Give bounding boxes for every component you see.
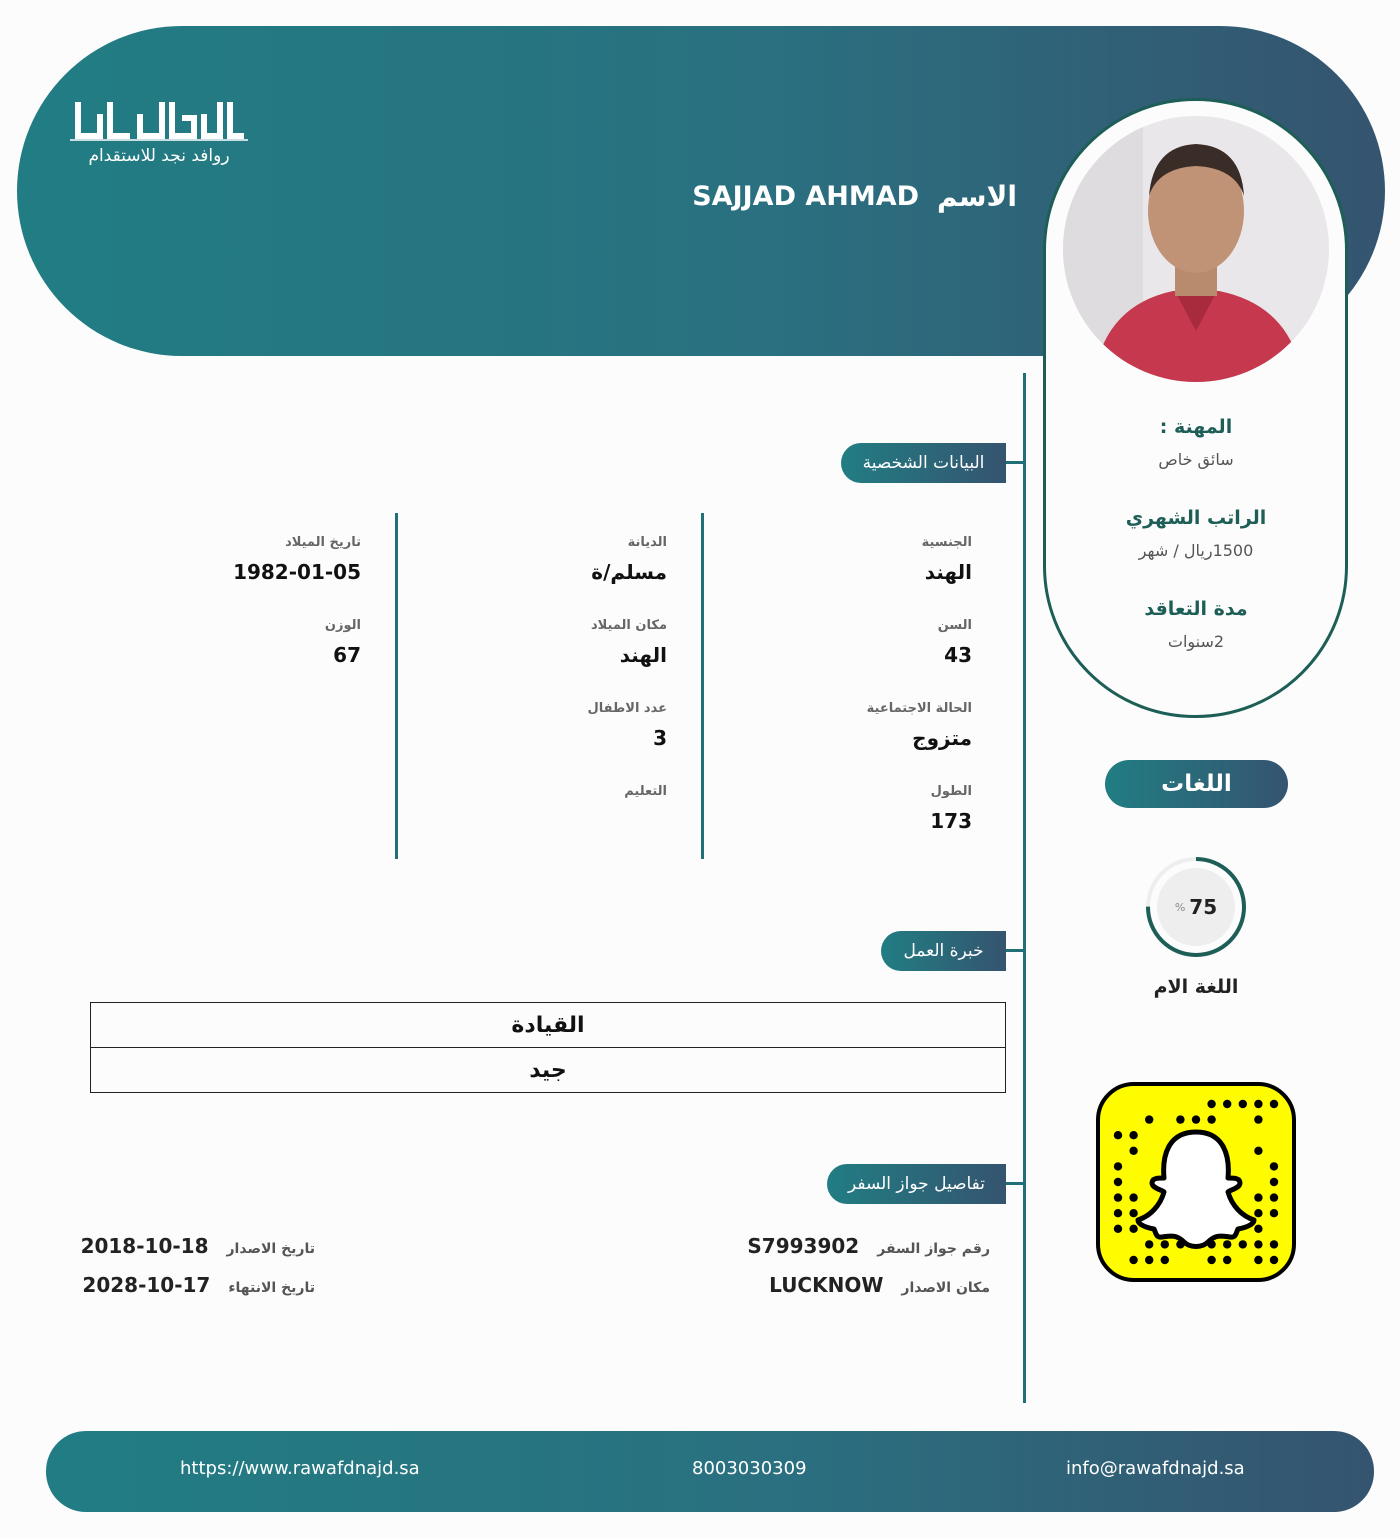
experience-level: جيد xyxy=(91,1047,1005,1092)
snapcode-dot xyxy=(1145,1256,1153,1264)
percent-unit: % xyxy=(1174,900,1186,914)
snapcode-dot xyxy=(1254,1193,1262,1201)
logo-mark-icon xyxy=(70,96,248,142)
snapcode-dot xyxy=(1161,1240,1169,1248)
percent-number: 75 xyxy=(1189,895,1218,919)
field-age xyxy=(938,618,972,667)
field-label: السن xyxy=(937,618,972,633)
field-label: التعليم xyxy=(624,784,667,799)
passport-issue-date-label: تاريخ الاصدار xyxy=(226,1241,315,1257)
field-value: متزوج xyxy=(912,726,972,750)
field-birthplace xyxy=(591,618,667,667)
snapcode-dot xyxy=(1114,1178,1122,1186)
field-label: مكان الميلاد xyxy=(590,618,667,633)
field-value: 173 xyxy=(930,809,972,833)
snapcode-dot xyxy=(1114,1209,1122,1217)
snapcode-dot xyxy=(1129,1131,1137,1139)
passport-number-label: رقم جواز السفر xyxy=(877,1241,990,1257)
column-divider xyxy=(701,513,704,859)
section-tick xyxy=(1006,1182,1024,1185)
name-row xyxy=(692,180,1017,213)
language-name: اللغة الام xyxy=(1153,976,1239,998)
snapcode-dot xyxy=(1270,1193,1278,1201)
passport-issue-place-row xyxy=(769,1273,990,1297)
field-value: الهند xyxy=(924,560,972,584)
snapcode-dot xyxy=(1145,1115,1153,1123)
snapcode-dot xyxy=(1145,1240,1153,1248)
contract-label: مدة التعاقد xyxy=(1144,598,1248,620)
contract-block xyxy=(1046,598,1346,651)
snapcode-dot xyxy=(1239,1240,1247,1248)
passport-expiry-row xyxy=(82,1273,315,1297)
snapcode-dot xyxy=(1254,1100,1262,1108)
logo-caption: روافد نجد للاستقدام xyxy=(88,146,230,166)
snapcode-dot xyxy=(1254,1240,1262,1248)
snapcode-dot xyxy=(1192,1115,1200,1123)
snapcode-dot xyxy=(1129,1209,1137,1217)
salary-label: الراتب الشهري xyxy=(1125,507,1267,529)
footer-website-link[interactable]: https://www.rawafdnajd.sa xyxy=(180,1458,420,1479)
name-label: الاسم xyxy=(937,180,1017,213)
snapcode-dot xyxy=(1239,1100,1247,1108)
snapcode-dot xyxy=(1270,1240,1278,1248)
name-value: SAJJAD AHMAD xyxy=(692,181,920,212)
passport-issue-place-label: مكان الاصدار xyxy=(901,1280,990,1296)
section-experience-title: خبرة العمل xyxy=(881,931,1006,971)
field-label: الجنسية xyxy=(921,535,972,550)
vertical-divider xyxy=(1023,373,1026,1403)
snapcode-dot xyxy=(1270,1178,1278,1186)
passport-expiry-label: تاريخ الانتهاء xyxy=(228,1280,315,1296)
profession-label: المهنة : xyxy=(1159,416,1233,438)
passport-issue-place-value: LUCKNOW xyxy=(769,1273,884,1297)
salary-value: 1500ريال / شهر xyxy=(1138,541,1254,560)
experience-skill: القيادة xyxy=(511,1012,585,1038)
field-height xyxy=(930,784,972,833)
field-label: الحالة الاجتماعية xyxy=(866,701,972,716)
field-value: 1982-01-05 xyxy=(233,560,361,584)
passport-issue-date-value: 2018-10-18 xyxy=(80,1234,209,1258)
section-tick xyxy=(1006,461,1024,464)
snapcode-icon[interactable] xyxy=(1096,1082,1296,1282)
field-value: 67 xyxy=(333,643,361,667)
snapcode-dot xyxy=(1207,1115,1215,1123)
snapcode-dot xyxy=(1223,1100,1231,1108)
field-value: 3 xyxy=(653,726,667,750)
profile-photo xyxy=(1063,116,1329,382)
passport-number-value: S7993902 xyxy=(747,1234,860,1258)
snapcode-dot xyxy=(1270,1162,1278,1170)
field-value: الهند xyxy=(619,643,667,667)
section-passport-title: تفاصيل جواز السفر xyxy=(827,1164,1006,1204)
snapcode-dot xyxy=(1254,1256,1262,1264)
snapcode-dot xyxy=(1114,1162,1122,1170)
field-label: تاريخ الميلاد xyxy=(285,535,361,550)
column-divider xyxy=(395,513,398,859)
field-weight xyxy=(325,618,361,667)
field-value: مسلم/ة xyxy=(591,560,667,584)
snapcode-dot xyxy=(1176,1115,1184,1123)
field-birthdate xyxy=(233,535,361,584)
snapcode-dot xyxy=(1207,1256,1215,1264)
field-label: الديانة xyxy=(627,535,667,550)
snapcode-dot xyxy=(1129,1193,1137,1201)
field-label: عدد الاطفال xyxy=(587,701,667,716)
snapcode-dot xyxy=(1270,1100,1278,1108)
contract-value: 2سنوات xyxy=(1167,632,1225,651)
snapcode-dot xyxy=(1207,1100,1215,1108)
snapcode-dot xyxy=(1114,1225,1122,1233)
snapcode-dot xyxy=(1254,1209,1262,1217)
passport-issue-date-row xyxy=(81,1234,315,1258)
passport-number-row xyxy=(747,1234,990,1258)
salary-block xyxy=(1046,507,1346,560)
field-label: الطول xyxy=(930,784,972,799)
profession-value: سائق خاص xyxy=(1158,450,1234,469)
passport-expiry-value: 2028-10-17 xyxy=(82,1273,211,1297)
snapcode-dot xyxy=(1114,1193,1122,1201)
field-children xyxy=(588,701,668,750)
snapcode-dot xyxy=(1129,1256,1137,1264)
snapcode-dot xyxy=(1129,1147,1137,1155)
field-marital-status xyxy=(867,701,972,750)
snapcode-dot xyxy=(1254,1115,1262,1123)
experience-table xyxy=(90,1002,1006,1093)
profession-block xyxy=(1046,416,1346,469)
snapcode-dot xyxy=(1223,1256,1231,1264)
company-logo xyxy=(70,96,250,176)
section-personal-title: البيانات الشخصية xyxy=(841,443,1006,483)
snapcode-dot xyxy=(1270,1209,1278,1217)
snapcode-dot xyxy=(1223,1240,1231,1248)
snapcode-dot xyxy=(1129,1225,1137,1233)
field-nationality xyxy=(922,535,972,584)
snapcode-dot xyxy=(1254,1225,1262,1233)
field-education xyxy=(624,784,667,809)
language-progress-value xyxy=(1157,868,1235,946)
snapcode-dot xyxy=(1270,1256,1278,1264)
footer-phone[interactable]: 8003030309 xyxy=(692,1458,807,1479)
snapcode-dot xyxy=(1114,1131,1122,1139)
snapcode-dot xyxy=(1161,1256,1169,1264)
field-label: الوزن xyxy=(324,618,361,633)
languages-title: اللغات xyxy=(1105,760,1288,808)
field-value: 43 xyxy=(944,643,972,667)
person-photo-icon xyxy=(1063,116,1329,382)
section-tick xyxy=(1006,949,1024,952)
field-religion xyxy=(591,535,667,584)
footer-email-link[interactable]: info@rawafdnajd.sa xyxy=(1066,1458,1245,1479)
snapcode-dot xyxy=(1254,1147,1262,1155)
